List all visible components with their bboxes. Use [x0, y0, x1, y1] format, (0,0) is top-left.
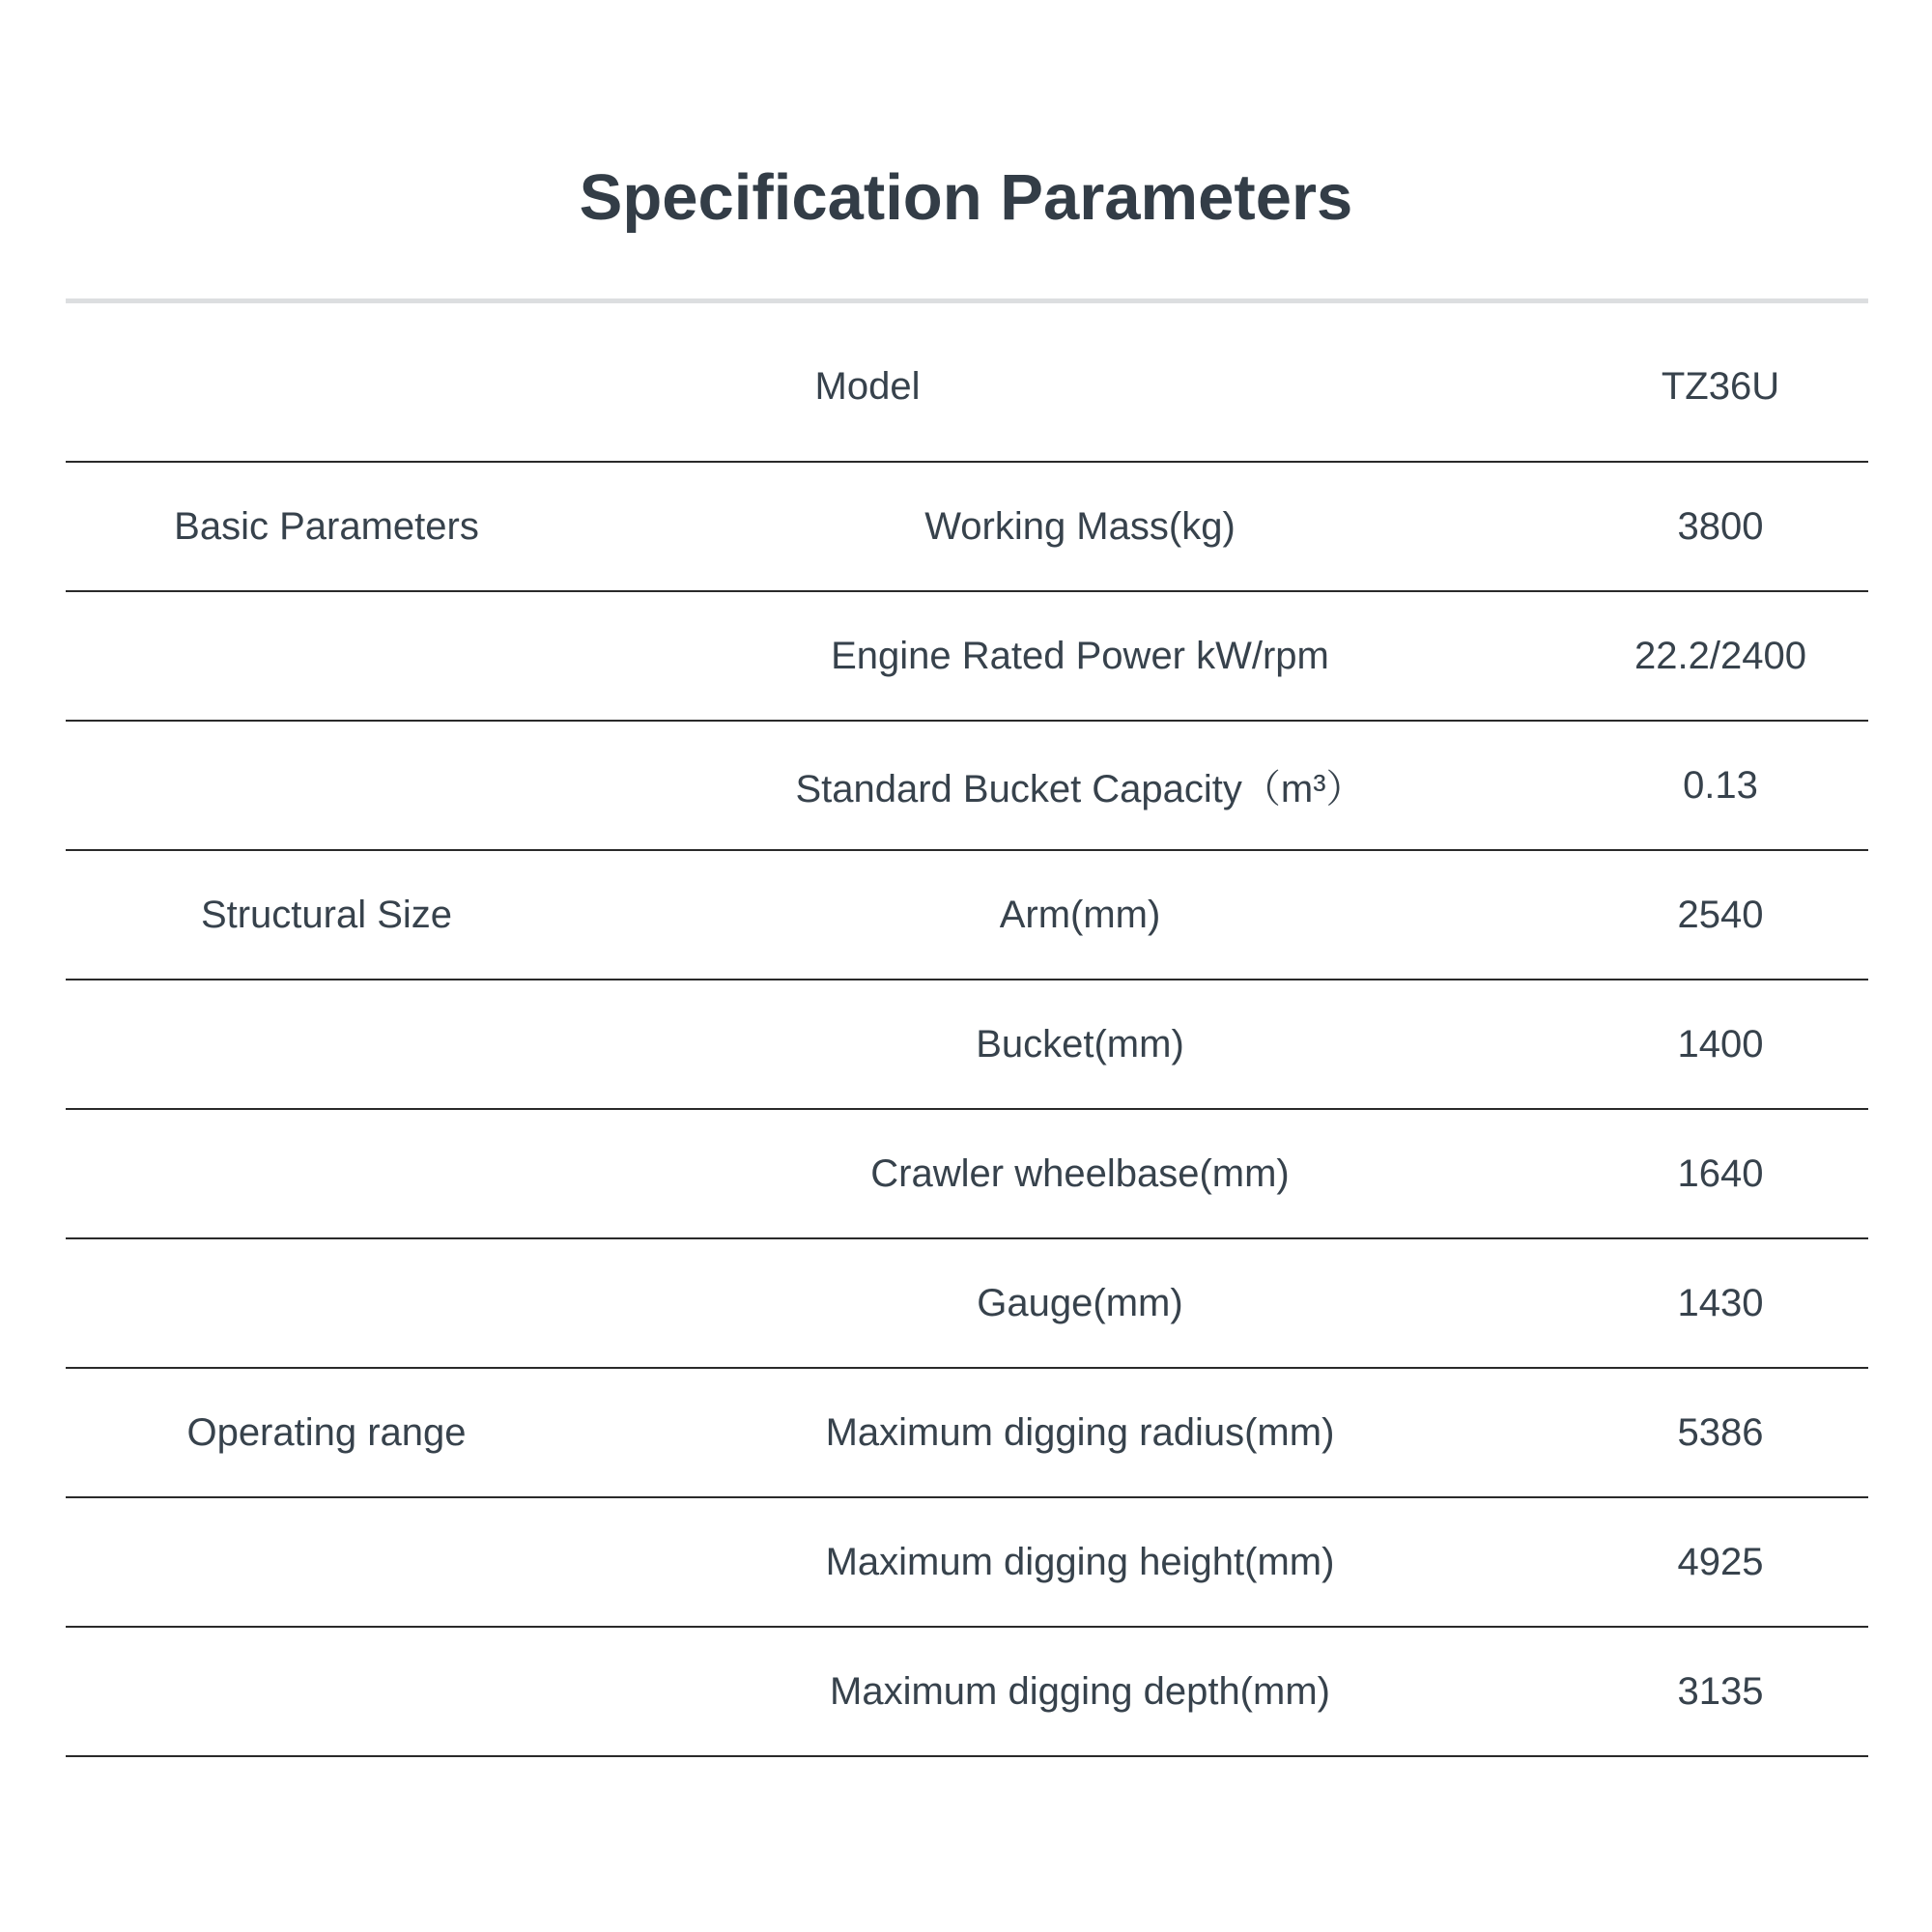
parameter-value: 0.13: [1683, 763, 1758, 807]
parameter-value: 2540: [1677, 893, 1764, 936]
group-label: Basic Parameters: [174, 504, 479, 548]
parameter-value: 3135: [1677, 1669, 1764, 1713]
table-row: [66, 463, 1868, 592]
group-label: [66, 980, 587, 1108]
table-row: [66, 722, 1868, 851]
group-label: [66, 1110, 587, 1237]
parameter-name: Working Mass(kg): [924, 504, 1236, 548]
table-row: [66, 851, 1868, 980]
spec-table: [66, 303, 1868, 1757]
parameter-name: Crawler wheelbase(mm): [870, 1151, 1290, 1195]
parameter-value: 3800: [1677, 504, 1764, 548]
parameter-value: 22.2/2400: [1634, 634, 1806, 677]
parameter-name: Maximum digging radius(mm): [825, 1410, 1335, 1454]
table-body: [66, 463, 1868, 1757]
group-label: [66, 1628, 587, 1755]
page-title: Specification Parameters: [579, 161, 1353, 234]
group-label: [66, 722, 587, 849]
table-row: [66, 980, 1868, 1110]
parameter-name: Arm(mm): [999, 893, 1161, 936]
group-label: [66, 1498, 587, 1626]
parameter-value: 1640: [1677, 1151, 1764, 1195]
table-row: [66, 1628, 1868, 1757]
parameter-name: Standard Bucket Capacity（m³）: [795, 767, 1365, 810]
model-value: TZ36U: [1661, 365, 1780, 408]
table-row: [66, 592, 1868, 722]
table-row: [66, 1110, 1868, 1239]
parameter-value: 4925: [1677, 1540, 1764, 1583]
table-header-row: [66, 303, 1868, 463]
group-label: Operating range: [186, 1410, 467, 1454]
parameter-value: 1400: [1677, 1022, 1764, 1065]
model-label: Model: [814, 365, 921, 408]
parameter-value: 5386: [1677, 1410, 1764, 1454]
parameter-value: 1430: [1677, 1281, 1764, 1324]
group-label: [66, 1239, 587, 1367]
parameter-name: Engine Rated Power kW/rpm: [831, 634, 1329, 677]
table-row: [66, 1369, 1868, 1498]
group-label: Structural Size: [200, 893, 453, 936]
parameter-name: Maximum digging height(mm): [825, 1540, 1335, 1583]
table-row: [66, 1239, 1868, 1369]
group-label: [66, 592, 587, 720]
table-row: [66, 1498, 1868, 1628]
parameter-name: Gauge(mm): [977, 1281, 1183, 1324]
parameter-name: Maximum digging depth(mm): [830, 1669, 1330, 1713]
parameter-name: Bucket(mm): [976, 1022, 1184, 1065]
